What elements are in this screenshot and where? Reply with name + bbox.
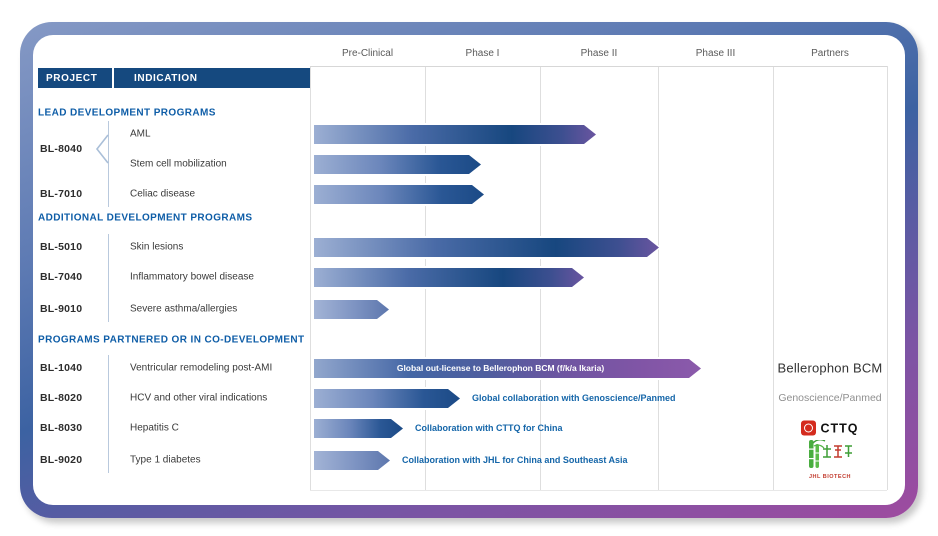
bar-gradient-fill [314,185,484,204]
cttq-wordmark: CTTQ [820,421,859,435]
bar-gradient-fill [314,451,390,470]
bar-gradient-fill [314,419,403,438]
pipeline-bar-bl-9020-type-1-diabetes [312,449,392,472]
grid-line-0 [310,66,311,490]
grid-line-3 [658,66,659,490]
pipeline-bar-bl-9010-severe-asthma-allergies [312,298,391,321]
project-label-bl-9010: BL-9010 [40,303,83,315]
bar-gradient-fill [314,155,481,174]
bl-8040-bracket-icon [94,133,110,165]
indication-label-aml: AML [130,128,151,140]
project-label-bl-9020: BL-9020 [40,454,83,466]
column-header-partners: Partners [811,48,849,59]
pipeline-bar-bl-8020-hcv-and-other-viral-indications [312,387,462,410]
pipeline-bar-bl-8040-aml [312,123,598,146]
project-label-bl-7010: BL-7010 [40,188,83,200]
bar-gradient-fill [314,268,584,287]
grid-bottom-line [310,490,887,491]
indication-label-celiac-disease: Celiac disease [130,188,196,200]
section-title-additional-development-programs: ADDITIONAL DEVELOPMENT PROGRAMS [38,212,253,224]
indication-label-hcv-and-other-viral-indications: HCV and other viral indications [130,392,268,404]
indication-label-type-1-diabetes: Type 1 diabetes [130,454,201,466]
bar-gradient-fill [314,238,659,257]
partner-cell-jhl-biotech [773,440,887,480]
indication-label-hepatitis-c: Hepatitis C [130,422,179,434]
pipeline-bar-bl-8030-hepatitis-c [312,417,405,440]
bar-label-bl-1040: Global out-license to Bellerophon BCM (f/k/a Ikaria) [396,363,605,373]
column-header-pre-clinical: Pre-Clinical [341,48,394,59]
bar-annotation-bl-8030: Collaboration with CTTQ for China [415,423,563,433]
indication-label-severe-asthma-allergies: Severe asthma/allergies [130,303,238,315]
section-title-programs-partnered-or-in-co-development: PROGRAMS PARTNERED OR IN CO-DEVELOPMENT [38,334,305,346]
indication-label-inflammatory-bowel-disease: Inflammatory bowel disease [130,271,254,283]
project-label-bl-8040: BL-8040 [40,143,83,155]
partner-cell-genoscience-panmed: Genoscience/Panmed [778,392,882,404]
column-header-phase-i: Phase I [465,48,500,59]
project-label-bl-1040: BL-1040 [40,362,83,374]
bar-annotation-bl-9020: Collaboration with JHL for China and Southeast Asia [402,455,628,465]
pipeline-bar-bl-8040-stem-cell-mobilization [312,153,483,176]
project-label-bl-8030: BL-8030 [40,422,83,434]
column-header-underline [310,66,887,67]
indication-column-header: INDICATION [134,72,198,84]
grid-line-5 [887,66,888,490]
column-header-phase-ii: Phase II [580,48,618,59]
project-label-bl-5010: BL-5010 [40,241,83,253]
partner-cell-bellerophon-bcm: Bellerophon BCM [777,360,883,376]
column-header-phase-iii: Phase III [695,48,736,59]
jhl-bamboo-logo-icon [807,440,853,473]
bar-annotation-bl-8020: Global collaboration with Genoscience/Panmed [472,393,676,403]
project-column-header: PROJECT [46,72,98,84]
project-indication-divider [108,355,109,473]
cttq-logo-icon [801,421,816,436]
pipeline-bar-bl-7010-celiac-disease [312,183,486,206]
project-label-bl-8020: BL-8020 [40,392,83,404]
bar-gradient-fill [314,389,460,408]
partner-cell-cttq [773,421,887,436]
indication-label-ventricular-remodeling-post-ami: Ventricular remodeling post-AMI [130,362,273,374]
jhl-wordmark: JHL BIOTECH [808,474,852,480]
project-label-bl-7040: BL-7040 [40,271,83,283]
pipeline-bar-bl-5010-skin-lesions [312,236,661,259]
section-title-lead-development-programs: LEAD DEVELOPMENT PROGRAMS [38,107,216,119]
bar-gradient-fill [314,300,389,319]
indication-label-skin-lesions: Skin lesions [130,241,184,253]
indication-label-stem-cell-mobilization: Stem cell mobilization [130,158,227,170]
bar-gradient-fill [314,125,596,144]
project-indication-divider [108,234,109,322]
pipeline-bar-bl-7040-inflammatory-bowel-disease [312,266,586,289]
